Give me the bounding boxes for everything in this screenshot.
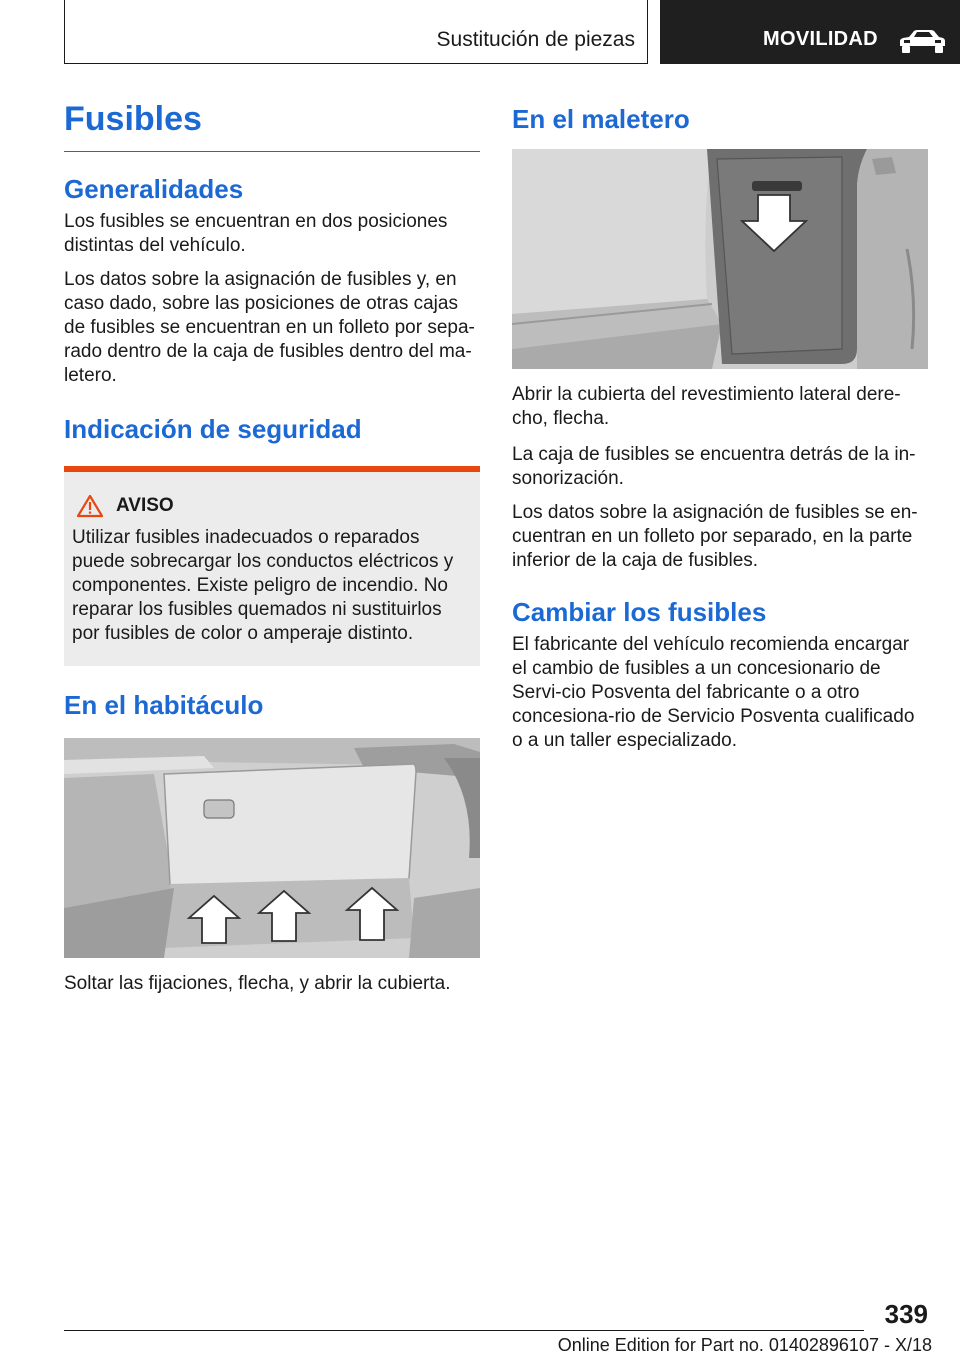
header-section-box [64, 0, 648, 64]
heading-habitaculo: En el habitáculo [64, 690, 264, 720]
right-column [512, 100, 928, 753]
glovebox-illustration [64, 738, 480, 958]
heading-seguridad: Indicación de seguridad [64, 414, 362, 444]
glovebox-figure [64, 738, 480, 958]
heading-generalidades: Generalidades [64, 174, 244, 204]
generalidades-paragraph-1: Los fusibles se encuentran en dos posiciones distintas del vehículo. [64, 211, 448, 256]
maletero-paragraph-2: La caja de fusibles se encuentra detrás de la in-sonorización. [512, 444, 916, 489]
section-title: Sustitución de piezas [436, 28, 635, 51]
glovebox-caption: Soltar las fijaciones, flecha, y abrir la cubierta. [64, 973, 451, 994]
chapter-tab [660, 0, 960, 64]
warning-triangle-icon [76, 494, 104, 518]
cambiar-paragraph-1: El fabricante del vehículo recomienda encargar el cambio de fusibles a un concesionario de Servi-cio Posventa del fabricante o a otro concesiona-rio de Servicio Posventa cualificado o a un taller especializado. [512, 634, 915, 751]
chapter-tab-label: MOVILIDAD [763, 28, 878, 50]
generalidades-paragraph-2: Los datos sobre la asignación de fusibles y, en caso dado, sobre las posiciones de otras cajas de fusibles se encuentran en un folleto por sepa-rado dentro de la caja de fusibles dentro del ma-letero. [64, 269, 475, 386]
maletero-paragraph-3: Los datos sobre la asignación de fusibles se en-cuentran en un folleto por separado, en la parte inferior de la caja de fusibles. [512, 502, 918, 571]
warning-text: Utilizar fusibles inadecuados o reparados puede sobrecargar los conductos eléctricos y componentes. Existe peligro de incendio. No reparar los fusibles quemados ni sustituirlos por fusibles de color o amperaje distinto. [72, 527, 454, 644]
maletero-paragraph-1: Abrir la cubierta del revestimiento lateral dere-cho, flecha. [512, 384, 901, 429]
trunk-figure [512, 149, 928, 369]
warning-box [64, 466, 480, 666]
page-number: 339 [884, 1299, 928, 1329]
footer-divider [64, 1330, 864, 1331]
page-title: Fusibles [64, 100, 480, 152]
car-icon [896, 28, 948, 56]
left-column [64, 100, 480, 996]
warning-header [72, 494, 472, 518]
trunk-illustration [512, 149, 928, 369]
heading-cambiar-fusibles: Cambiar los fusibles [512, 597, 767, 627]
heading-maletero: En el maletero [512, 104, 690, 134]
footer-edition: Online Edition for Part no. 01402896107 - X/18 [557, 1335, 932, 1355]
warning-title: AVISO [116, 495, 174, 516]
